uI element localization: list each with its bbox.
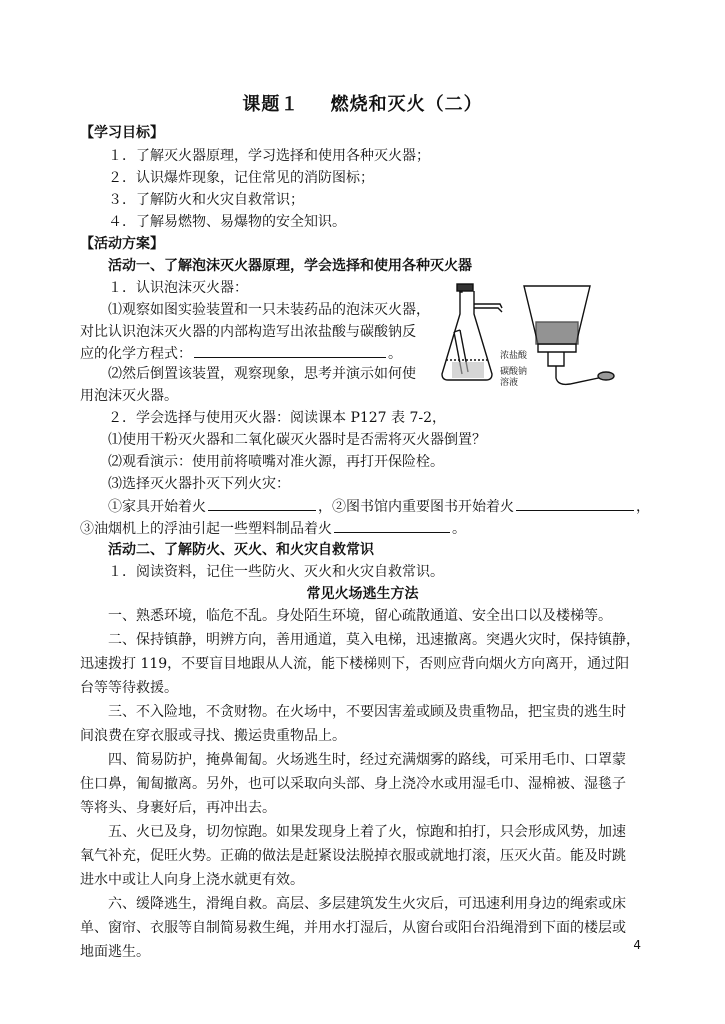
escape-line: 氧气补充，促旺火势。正确的做法是赶紧设法脱掉衣服或就地打滚，压灭火苗。能及时跳	[80, 848, 626, 864]
label-sodium-carbonate: 碳酸钠	[500, 367, 528, 377]
label-conc-acid: 浓盐酸	[500, 351, 528, 361]
activity1-p1a: ⑴观察如图实验装置和一只未装药品的泡沫灭火器，	[108, 302, 430, 318]
activity1-p1b: ⑵然后倒置该装置，观察现象，思考并演示如何使	[108, 366, 416, 382]
escape-line: 一、熟悉环境，临危不乱。身处陌生环境，留心疏散通道、安全出口以及楼梯等。	[108, 608, 612, 624]
equation-end: 。	[388, 346, 402, 362]
activity1-p1a: 对比认识泡沫灭火器的内部构造写出浓盐酸与碳酸钠反	[80, 324, 416, 340]
escape-line: 地面逃生。	[80, 944, 150, 960]
label-solution: 溶液	[500, 378, 519, 388]
page-number: 4	[633, 938, 641, 952]
comma: ，	[636, 499, 650, 515]
escape-line: 二、保持镇静，明辨方向，善用通道，莫入电梯，迅速撤离。突遇火灾时，保持镇静，	[108, 632, 640, 648]
escape-line: 进水中或让人向身上浇水就更有效。	[80, 872, 304, 888]
activity1-p2c: ⑶选择灭火器扑灭下列火灾：	[108, 476, 290, 492]
equation-line	[80, 343, 402, 364]
fire-item-library: ，②图书馆内重要图书开始着火	[318, 499, 514, 515]
lesson-topic: 燃烧和灭火（二）	[330, 94, 483, 115]
fire-item-line-3	[80, 518, 466, 539]
escape-line: 五、火已及身，切勿惊跑。如果发现身上着了火，惊跑和拍打，只会形成风势，加速	[108, 824, 626, 840]
escape-line: 迅速拨打 119，不要盲目地跟从人流，能下楼梯则下，否则应背向烟火方向离开，通过阳	[80, 656, 630, 672]
plan-heading: 【活动方案】	[80, 236, 164, 252]
flask-apparatus-diagram	[440, 282, 620, 392]
activity2-p1: １．阅读资料，记住一些防火、灭火和火灾自救常识。	[108, 564, 444, 580]
escape-title: 常见火场逃生方法	[306, 586, 419, 602]
activity1-p1b: 用泡沫灭火器。	[80, 388, 178, 404]
goal-item: ３．了解防火和火灾自救常识；	[108, 192, 304, 208]
equation-answer-blank[interactable]	[194, 343, 386, 358]
escape-line: 间浪费在穿衣服或寻找、搬运贵重物品上。	[80, 728, 346, 744]
escape-line: 六、缓降逃生，滑绳自救。高层、多层建筑发生火灾后，可迅速利用身边的绳索或床	[108, 896, 626, 912]
goal-item: １．了解灭火器原理，学习选择和使用各种灭火器；	[108, 148, 430, 164]
lesson-number: 课题１	[242, 94, 300, 115]
escape-line: 等将头、身裹好后，再冲出去。	[80, 800, 276, 816]
fire-item-furniture: ①家具开始着火	[108, 499, 206, 515]
fire-answer-blank-3[interactable]	[334, 518, 450, 533]
escape-line: 住口鼻，匍匐撤离。另外，也可以采取向头部、身上浇冷水或用湿毛巾、湿棉被、湿毯子	[80, 776, 626, 792]
equation-prompt: 应的化学方程式：	[80, 346, 192, 362]
activity1-p1: １．认识泡沫灭火器：	[108, 280, 248, 296]
activity1-p2: ２．学会选择与使用灭火器：阅读课本 P127 表 7-2，	[108, 410, 447, 426]
fire-items-line	[108, 496, 650, 517]
activity1-p2a: ⑴使用干粉灭火器和二氧化碳灭火器时是否需将灭火器倒置？	[108, 432, 486, 448]
goals-heading: 【学习目标】	[80, 125, 164, 141]
activity1-p2b: ⑵观看演示：使用前将喷嘴对准火源，再打开保险栓。	[108, 454, 444, 470]
goal-item: ２．认识爆炸现象，记住常见的消防图标；	[108, 170, 374, 186]
escape-line: 单、窗帘、衣服等自制简易救生绳，并用水打湿后，从窗台或阳台沿绳滑到下面的楼层或	[80, 920, 626, 936]
goal-item: ４．了解易燃物、易爆物的安全知识。	[108, 214, 346, 230]
fire-answer-blank-2[interactable]	[516, 496, 634, 511]
period: 。	[452, 521, 466, 537]
activity2-heading: 活动二、了解防火、灭火、和火灾自救常识	[108, 542, 374, 558]
escape-line: 三、不入险地，不贪财物。在火场中，不要因害羞或顾及贵重物品，把宝贵的逃生时	[108, 704, 626, 720]
escape-line: 台等等待救援。	[80, 680, 178, 696]
page-title	[0, 90, 725, 116]
activity1-heading: 活动一、了解泡沫灭火器原理，学会选择和使用各种灭火器	[108, 258, 472, 274]
fire-item-hood: ③油烟机上的浮油引起一些塑料制品着火	[80, 521, 332, 537]
fire-answer-blank-1[interactable]	[208, 496, 316, 511]
escape-line: 四、简易防护，掩鼻匍匐。火场逃生时，经过充满烟雾的路线，可采用毛巾、口罩蒙	[108, 752, 626, 768]
apparatus-figure	[440, 282, 620, 396]
